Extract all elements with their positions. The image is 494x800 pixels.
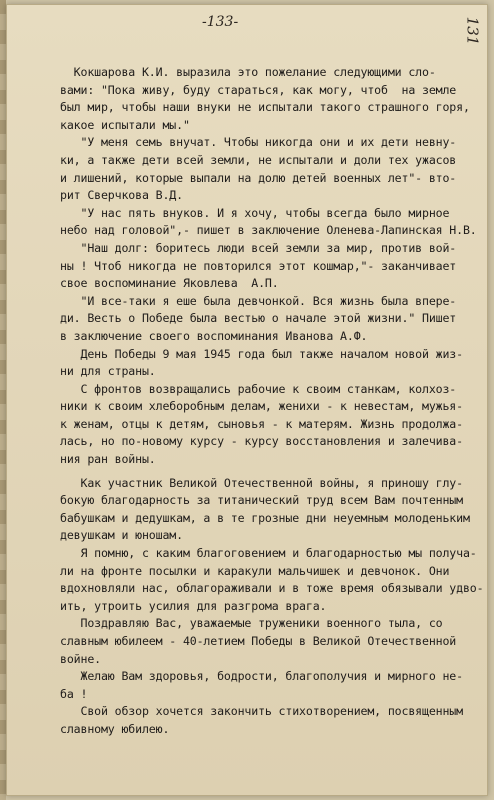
text-line: бокую благодарность за титанический труд всем Вам почтенным <box>60 493 463 508</box>
document-page <box>6 4 488 796</box>
text-line: С фронтов возвращались рабочие к своим станкам, колхоз- <box>60 381 457 396</box>
text-line: девушкам и юношам. <box>60 528 183 543</box>
text-line: был мир, чтобы наши внуки не испытали такого страшного горя, <box>60 100 470 115</box>
text-line: ны ! Чтоб никогда не повторился этот кошмар,"- заканчивает <box>60 258 457 273</box>
text-line: ки, а также дети всей земли, не испытали и доли тех ужасов <box>60 152 457 167</box>
page-number: -133- <box>202 14 239 30</box>
text-line: к женам, отцы к детям, сыновья - к матерям. Жизнь продолжа- <box>60 416 463 431</box>
text-line: "У меня семь внучат. Чтобы никогда они и их дети невну- <box>60 135 457 150</box>
text-line: ния ран войны. <box>60 452 156 467</box>
text-line: славным юбилеем - 40-летием Победы в Великой Отечественной <box>60 634 457 648</box>
document-body <box>60 64 486 739</box>
text-line: и лишений, которые выпали на долю детей военных лет"- вто- <box>60 170 457 185</box>
text-line: "У нас пять внуков. И я хочу, чтобы всегда было мирное <box>60 205 450 220</box>
text-line: ба ! <box>60 686 88 701</box>
text-line: рит Сверчкова В.Д. <box>60 188 183 203</box>
text-line: ди. Весть о Победе была вестью о начале этой жизни." Пишет <box>60 311 457 326</box>
text-line: вами: "Пока живу, буду стараться, как могу, чтоб на земле <box>60 82 457 97</box>
text-line: какое испытали мы." <box>60 117 190 132</box>
text-line: Свой обзор хочется закончить стихотворением, посвященным <box>60 704 463 719</box>
text-line: славному юбилею. <box>60 721 170 736</box>
text-line: Кокшарова К.И. выразила это пожелание следующими сло- <box>60 65 436 79</box>
text-line: Желаю Вам здоровья, бодрости, благополучия и мирного не- <box>60 669 463 684</box>
text-line: в заключение своего воспоминания Иванова А.Ф. <box>60 328 368 343</box>
text-line: ни для страны. <box>60 364 156 379</box>
text-line: Я помню, с каким благоговением и благодарностью мы получа- <box>60 546 477 561</box>
text-line: Поздравляю Вас, уважаемые труженики военного тыла, со <box>60 616 443 631</box>
text-line: лась, но по-новому курсу - курсу восстановления и залечива- <box>60 434 463 449</box>
text-line: "И все-таки я еше была девчонкой. Вся жизнь была впере- <box>60 293 457 308</box>
text-line: вдохновляли нас, облагораживали и в тоже время обязывали удво- <box>60 581 484 596</box>
text-line: Как участник Великой Отечественной войны, я приношу глу- <box>60 475 463 490</box>
text-line: небо над головой",- пишет в заключение Оленева-Лапинская Н.В. <box>60 223 477 238</box>
text-line: ить, утроить усилия для разгрома врага. <box>60 598 327 613</box>
text-line: "Наш долг: боритесь люди всей земли за мир, против вой- <box>60 240 457 255</box>
text-line: войне. <box>60 651 101 666</box>
archive-mark: 131 <box>463 16 482 46</box>
text-line: свое воспоминание Яковлева А.П. <box>60 276 279 291</box>
text-line: День Победы 9 мая 1945 года был также началом новой жиз- <box>60 346 463 361</box>
text-line: бабушкам и дедушкам, а в те грозные дни неуемным молоденьким <box>60 510 470 525</box>
text-line: ники к своим хлеборобным делам, женихи - к невестам, мужья- <box>60 399 463 414</box>
text-line: ли на фронте посылки и каракули мальчишек и девчонок. Они <box>60 563 450 578</box>
